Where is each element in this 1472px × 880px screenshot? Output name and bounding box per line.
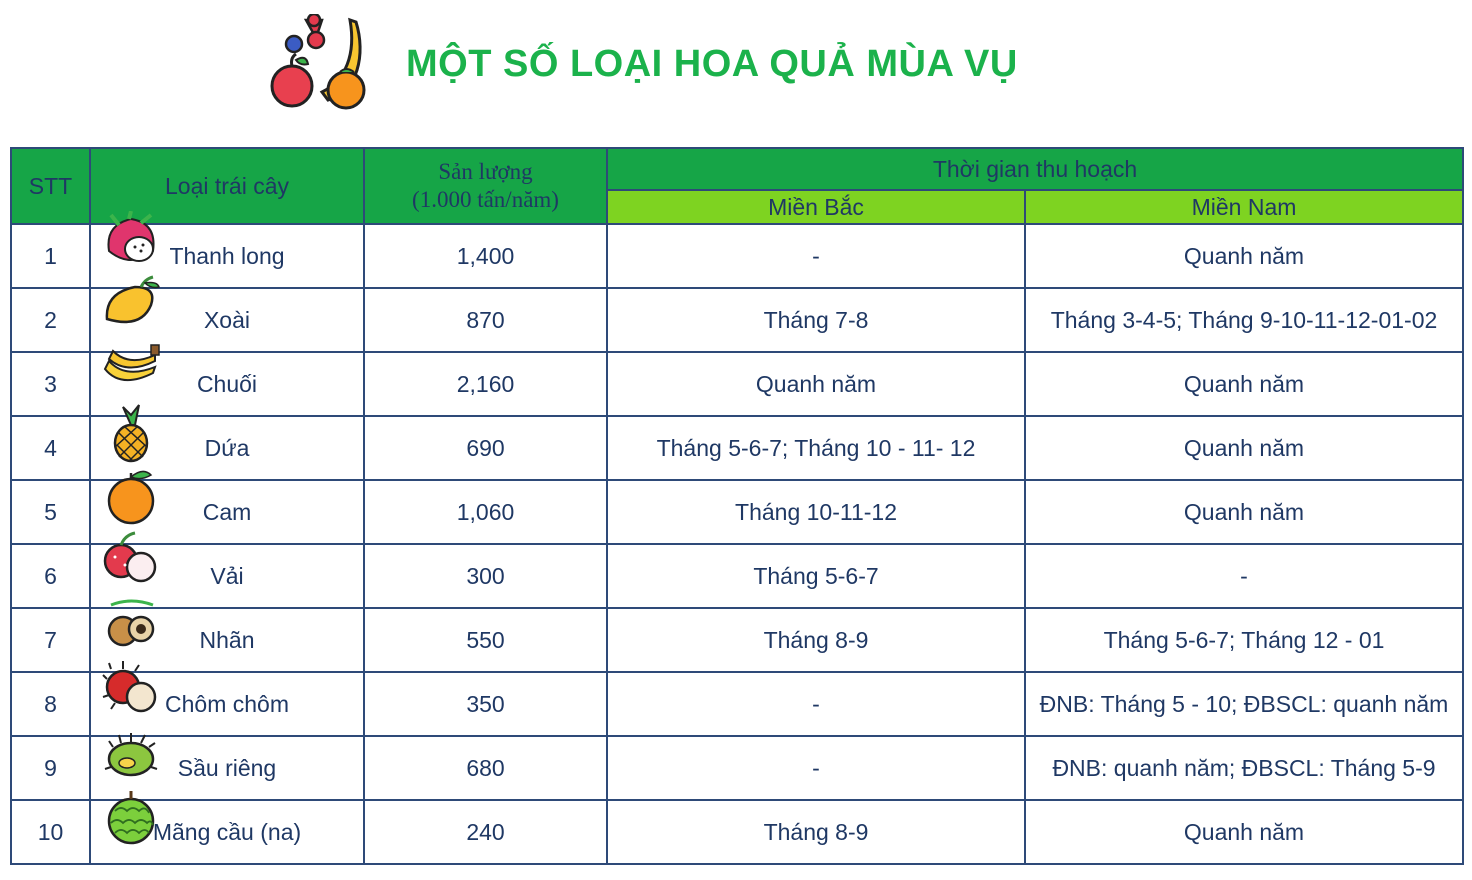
stt-cell: 3 xyxy=(11,352,90,416)
north-harvest-text: Tháng 8-9 xyxy=(763,818,869,845)
output-cell: 870 xyxy=(364,288,607,352)
stt-cell: 4 xyxy=(11,416,90,480)
page-header xyxy=(270,14,1018,114)
south-harvest-cell xyxy=(1025,480,1463,544)
table-row xyxy=(11,672,1463,736)
south-harvest-text: Tháng 5-6-7; Tháng 12 - 01 xyxy=(1103,626,1385,653)
fruit-name: Chuối xyxy=(196,370,258,397)
table-row xyxy=(11,608,1463,672)
north-harvest-cell xyxy=(607,608,1025,672)
output-cell: 690 xyxy=(364,416,607,480)
north-harvest-cell xyxy=(607,672,1025,736)
north-harvest-text: - xyxy=(812,690,820,717)
fruit-name: Mãng cầu (na) xyxy=(152,818,302,845)
stt-cell: 5 xyxy=(11,480,90,544)
custard-apple-icon xyxy=(101,787,161,847)
fruit-name: Thanh long xyxy=(169,242,285,269)
south-harvest-text: Tháng 3-4-5; Tháng 9-10-11-12-01-02 xyxy=(1050,306,1438,333)
output-cell: 1,400 xyxy=(364,224,607,288)
column-header-north: Miền Bắc xyxy=(607,190,1025,224)
stt-cell: 2 xyxy=(11,288,90,352)
durian-icon xyxy=(101,723,161,783)
banana-icon xyxy=(101,339,161,399)
stt-cell: 6 xyxy=(11,544,90,608)
column-header-harvest: Thời gian thu hoạch xyxy=(607,148,1463,190)
fruit-name: Xoài xyxy=(203,306,251,333)
fruit-name: Sầu riêng xyxy=(177,754,277,781)
output-cell: 350 xyxy=(364,672,607,736)
north-harvest-text: Tháng 10-11-12 xyxy=(735,498,897,525)
fruit-season-table xyxy=(10,147,1464,865)
south-harvest-cell xyxy=(1025,224,1463,288)
north-harvest-cell xyxy=(607,480,1025,544)
stt-cell: 10 xyxy=(11,800,90,864)
north-harvest-text: Tháng 5-6-7 xyxy=(753,562,879,589)
fruit-name: Dứa xyxy=(204,434,250,461)
table-row xyxy=(11,480,1463,544)
north-harvest-cell xyxy=(607,416,1025,480)
lychee-icon xyxy=(101,531,161,591)
north-harvest-cell xyxy=(607,544,1025,608)
page-title: MỘT SỐ LOẠI HOA QUẢ MÙA VỤ xyxy=(406,42,1018,85)
output-header-line2: (1.000 tấn/năm) xyxy=(412,187,559,212)
stt-cell: 9 xyxy=(11,736,90,800)
north-harvest-text: Tháng 7-8 xyxy=(763,306,869,333)
output-cell: 680 xyxy=(364,736,607,800)
output-header-line1: Sản lượng xyxy=(438,159,533,184)
output-cell: 1,060 xyxy=(364,480,607,544)
stt-cell: 1 xyxy=(11,224,90,288)
fruit-name: Cam xyxy=(202,498,252,525)
north-harvest-text: Tháng 5-6-7; Tháng 10 - 11- 12 xyxy=(656,434,976,461)
fruit-name: Vải xyxy=(210,562,244,589)
mango-icon xyxy=(101,275,161,335)
south-harvest-cell xyxy=(1025,288,1463,352)
column-header-stt: STT xyxy=(11,148,90,224)
table-row xyxy=(11,736,1463,800)
south-harvest-text: ĐNB: quanh năm; ĐBSCL: Tháng 5-9 xyxy=(1052,754,1436,781)
north-harvest-cell xyxy=(607,288,1025,352)
fruit-name: Chôm chôm xyxy=(165,690,289,717)
north-harvest-text: - xyxy=(812,242,820,269)
south-harvest-text: Quanh năm xyxy=(1183,498,1305,525)
table-row xyxy=(11,544,1463,608)
fruit-cell xyxy=(90,800,364,864)
column-header-fruit: Loại trái cây xyxy=(90,148,364,224)
fruit-name: Nhãn xyxy=(199,626,255,653)
south-harvest-cell xyxy=(1025,800,1463,864)
south-harvest-text: Quanh năm xyxy=(1183,434,1305,461)
north-harvest-cell xyxy=(607,224,1025,288)
output-cell: 240 xyxy=(364,800,607,864)
output-cell: 300 xyxy=(364,544,607,608)
north-harvest-text: Quanh năm xyxy=(755,370,877,397)
south-harvest-text: Quanh năm xyxy=(1183,242,1305,269)
stt-cell: 7 xyxy=(11,608,90,672)
south-harvest-cell xyxy=(1025,672,1463,736)
dragon-fruit-icon xyxy=(101,211,161,271)
south-harvest-text: - xyxy=(1240,562,1248,589)
table-row xyxy=(11,224,1463,288)
output-cell: 2,160 xyxy=(364,352,607,416)
pineapple-icon xyxy=(101,403,161,463)
column-header-output xyxy=(364,148,607,224)
table-row xyxy=(11,416,1463,480)
stt-cell: 8 xyxy=(11,672,90,736)
table-row xyxy=(11,800,1463,864)
north-harvest-cell xyxy=(607,352,1025,416)
column-header-south: Miền Nam xyxy=(1025,190,1463,224)
north-harvest-cell xyxy=(607,736,1025,800)
south-harvest-cell xyxy=(1025,544,1463,608)
north-harvest-text: - xyxy=(812,754,820,781)
south-harvest-cell xyxy=(1025,352,1463,416)
output-cell: 550 xyxy=(364,608,607,672)
fruit-basket-icon xyxy=(270,14,374,114)
south-harvest-cell xyxy=(1025,608,1463,672)
south-harvest-text: ĐNB: Tháng 5 - 10; ĐBSCL: quanh năm xyxy=(1039,690,1449,717)
south-harvest-cell xyxy=(1025,416,1463,480)
orange-icon xyxy=(101,467,161,527)
longan-icon xyxy=(101,595,161,655)
south-harvest-cell xyxy=(1025,736,1463,800)
rambutan-icon xyxy=(101,659,161,719)
table-row xyxy=(11,288,1463,352)
south-harvest-text: Quanh năm xyxy=(1183,370,1305,397)
table-row xyxy=(11,352,1463,416)
south-harvest-text: Quanh năm xyxy=(1183,818,1305,845)
north-harvest-text: Tháng 8-9 xyxy=(763,626,869,653)
north-harvest-cell xyxy=(607,800,1025,864)
